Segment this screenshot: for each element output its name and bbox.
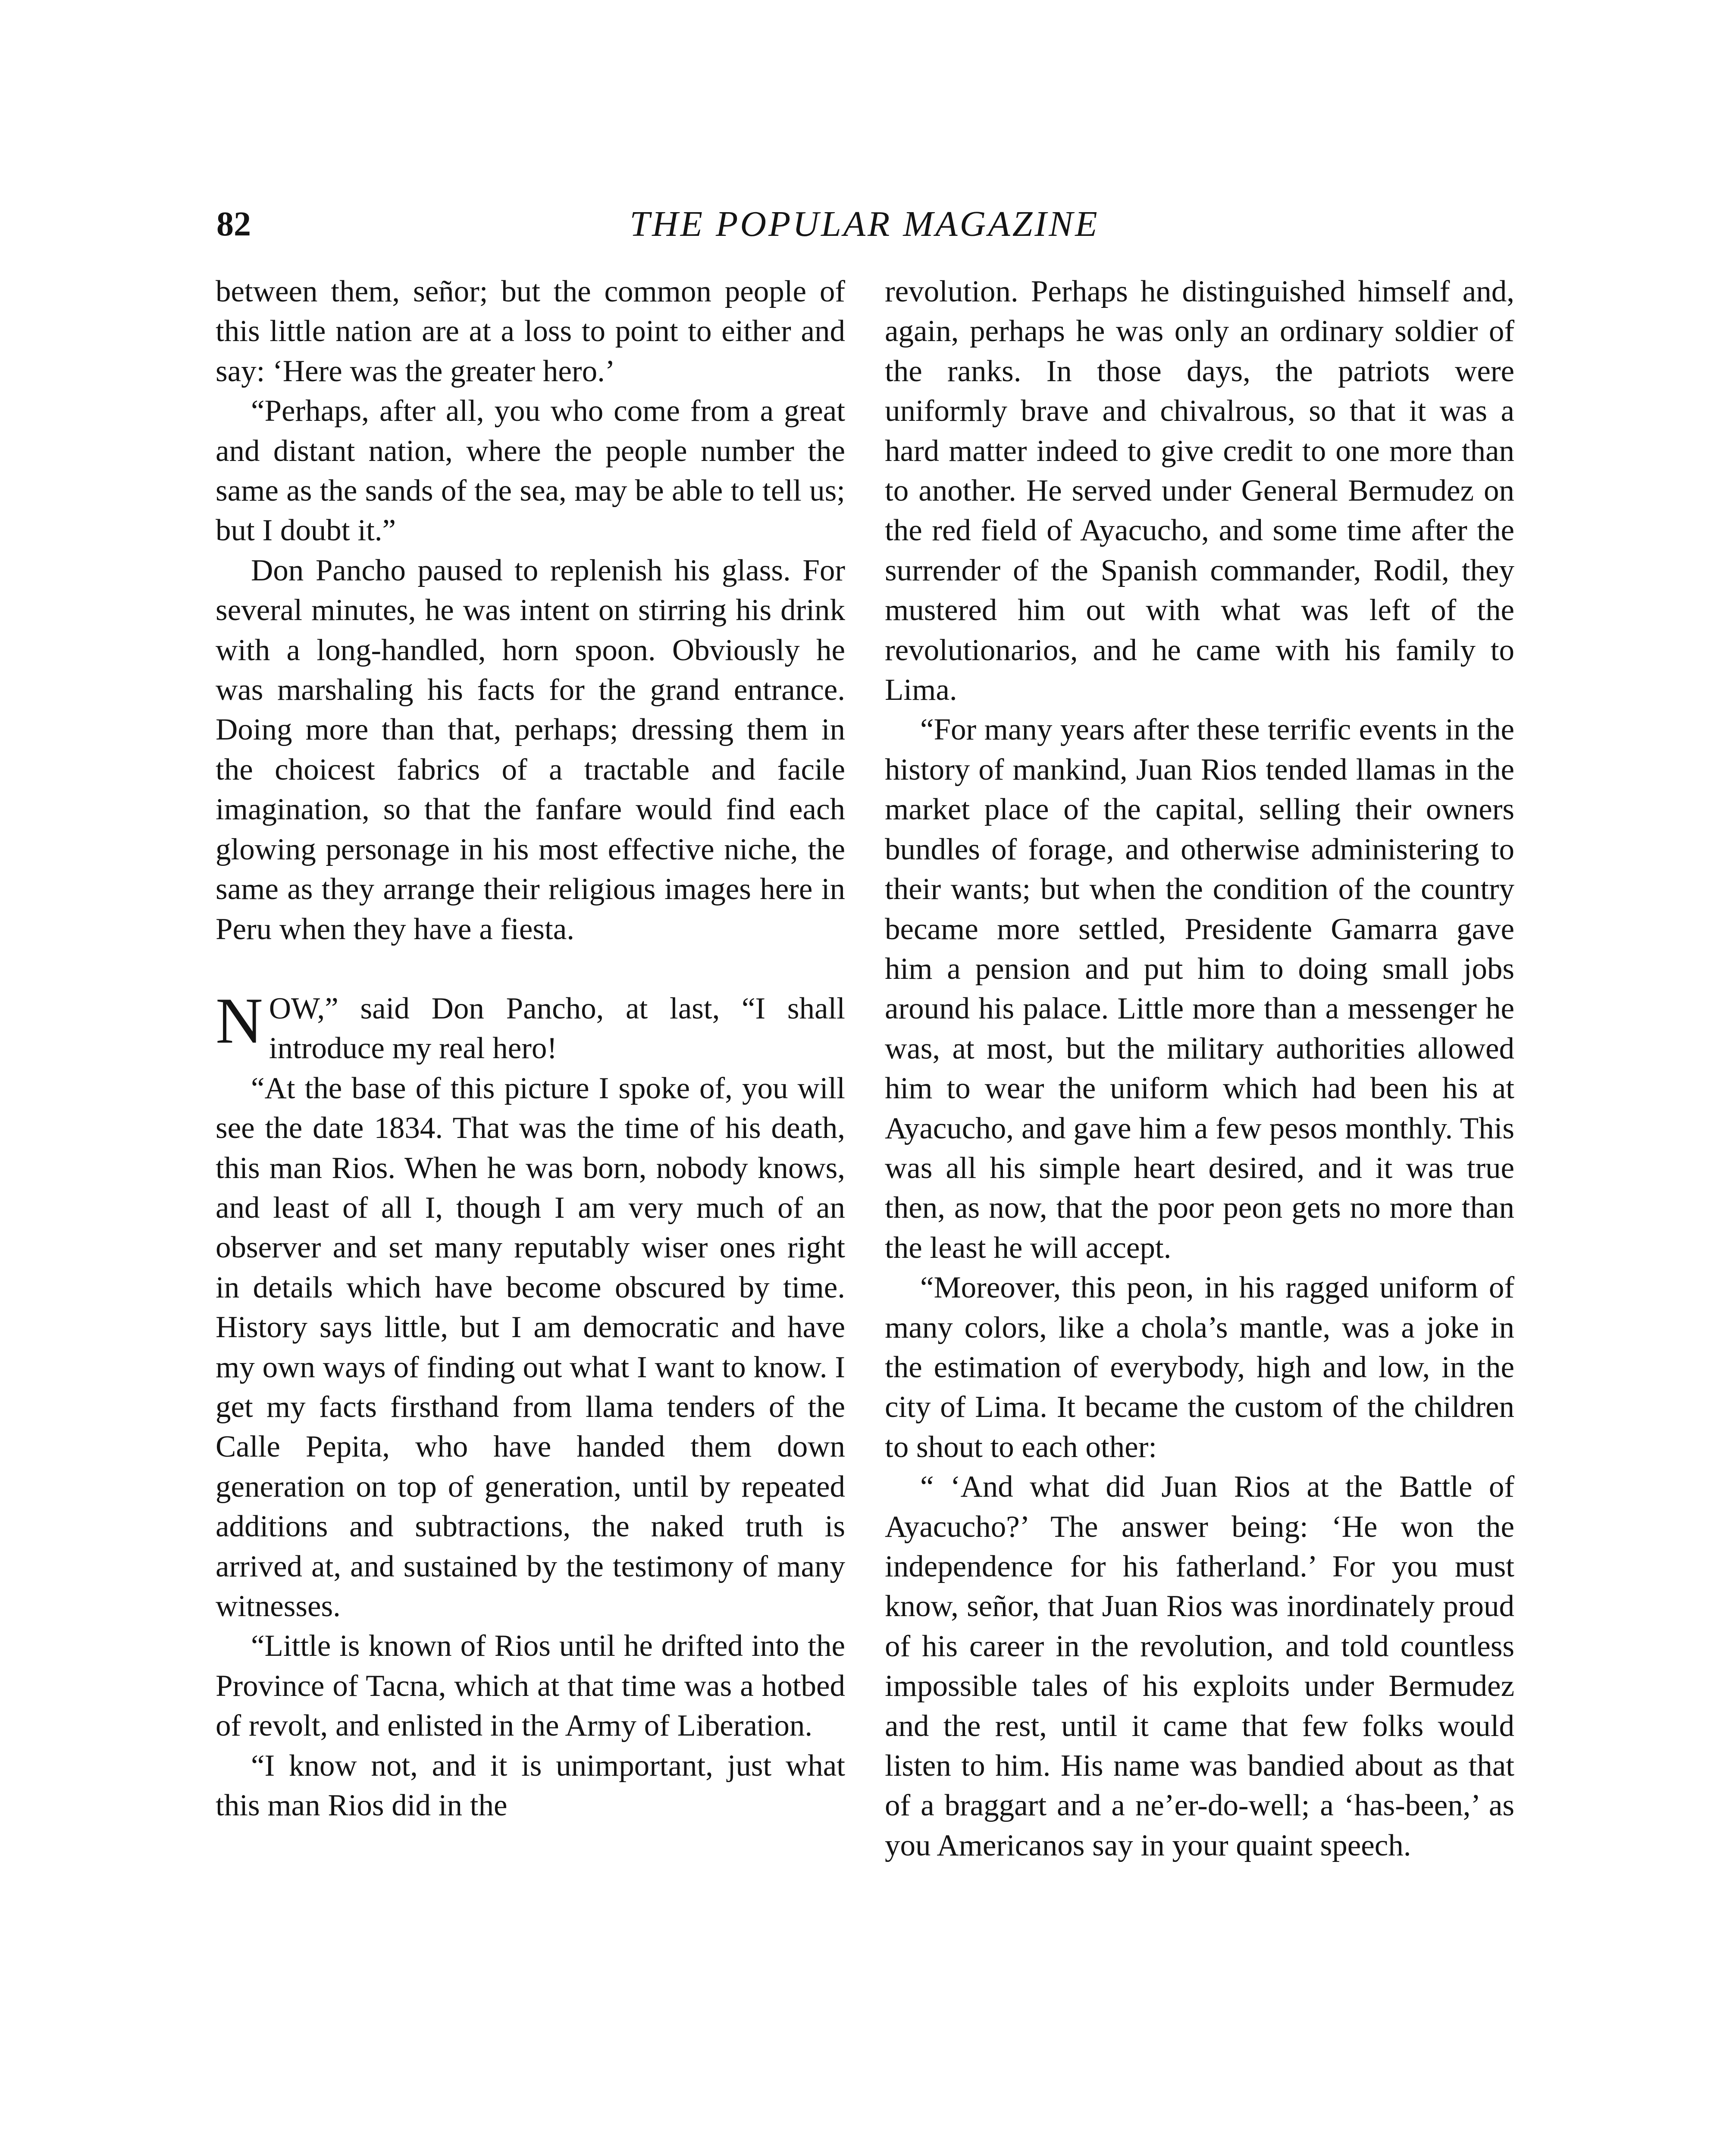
paragraph: “At the base of this picture I spoke of, you will see the date 1834. That was the time of his death, this man Rios. When he was born, nobody knows, and least of all I, though I am very much of an observer and set many reputably wiser ones right in details which have become obscured by time. History says little, but I am democratic and have my own ways of finding out what I want to know. I get my facts firsthand from llama tenders of the Calle Pepita, who have handed them down generation on top of generation, until by repeated additions and subtractions, the naked truth is arrived at, and sustained by the testimony of many witnesses. xyxy=(216,1071,845,1623)
section-opening-paragraph xyxy=(216,984,845,1069)
paragraph: revolution. Perhaps he distinguished himself and, again, perhaps he was only an ordinary soldier of the ranks. In those days, the patriots were uniformly brave and chivalrous, so that it was a hard matter indeed to give credit to one more than to another. He served under General Bermudez on the red field of Ayacucho, and some time after the surrender of the Spanish commander, Rodil, they mustered him out with what was left of the revolutionarios, and he came with his family to Lima. xyxy=(885,275,1514,707)
paragraph: between them, señor; but the common people of this little nation are at a loss to point to either and say: ‘Here was the greater hero.’ xyxy=(216,275,845,388)
paragraph: “Moreover, this peon, in his ragged uniform of many colors, like a chola’s mantle, was a joke in the estimation of everybody, high and low, in the city of Lima. It became the custom of the children to shout to each other: xyxy=(885,1271,1514,1464)
running-title: THE POPULAR MAGAZINE xyxy=(630,204,1100,244)
paragraph: “For many years after these terrific events in the history of mankind, Juan Rios tended llamas in the market place of the capital, selling their owners bundles of forage, and otherwise administering to their wants; but when the condition of the country became more settled, Presidente Gamarra gave him a pension and put him to doing small jobs around his palace. Little more than a messenger he was, at most, but the military authorities allowed him to wear the uniform which had been his at Ayacucho, and gave him a few pesos monthly. This was all his simple heart desired, and it was true then, as now, that the poor peon gets no more than the least he will accept. xyxy=(885,713,1514,1265)
paragraph: Don Pancho paused to replenish his glass. For several minutes, he was intent on stirring his drink with a long-handled, horn spoon. Obviously he was marshaling his facts for the grand entrance. Doing more than that, perhaps; dressing them in the choicest fabrics of a tractable and facile imagination, so that the fanfare would find each glowing personage in his most effective niche, the same as they arrange their religious images here in Peru when they have a fiesta. xyxy=(216,553,845,946)
page-number: 82 xyxy=(216,205,251,243)
paragraph: “Little is known of Rios until he drifted into the Province of Tacna, which at that time was a hotbed of revolt, and enlisted in the Army of Liberation. xyxy=(216,1629,845,1743)
paragraph-text: OW,” said Don Pancho, at last, “I shall introduce my real hero! xyxy=(269,991,845,1065)
paragraph: “Perhaps, after all, you who come from a great and distant nation, where the people number the same as the sands of the sea, may be able to tell us; but I doubt it.” xyxy=(216,394,845,548)
drop-cap: N xyxy=(216,984,263,1057)
left-column xyxy=(216,272,845,1825)
paragraph: “I know not, and it is unimportant, just what this man Rios did in the xyxy=(216,1749,845,1823)
page-header xyxy=(211,196,1518,252)
right-column xyxy=(885,272,1514,1865)
paragraph: “ ‘And what did Juan Rios at the Battle of Ayacucho?’ The answer being: ‘He won the independence for his fatherland.’ For you must know, señor, that Juan Rios was inordinately proud of his career in the revolution, and told countless impossible tales of his exploits under Bermudez and the rest, until it came that few folks would listen to him. His name was bandied about as that of a braggart and a ne’er-do-well; a ‘has-been,’ as you Americanos say in your quaint speech. xyxy=(885,1470,1514,1862)
